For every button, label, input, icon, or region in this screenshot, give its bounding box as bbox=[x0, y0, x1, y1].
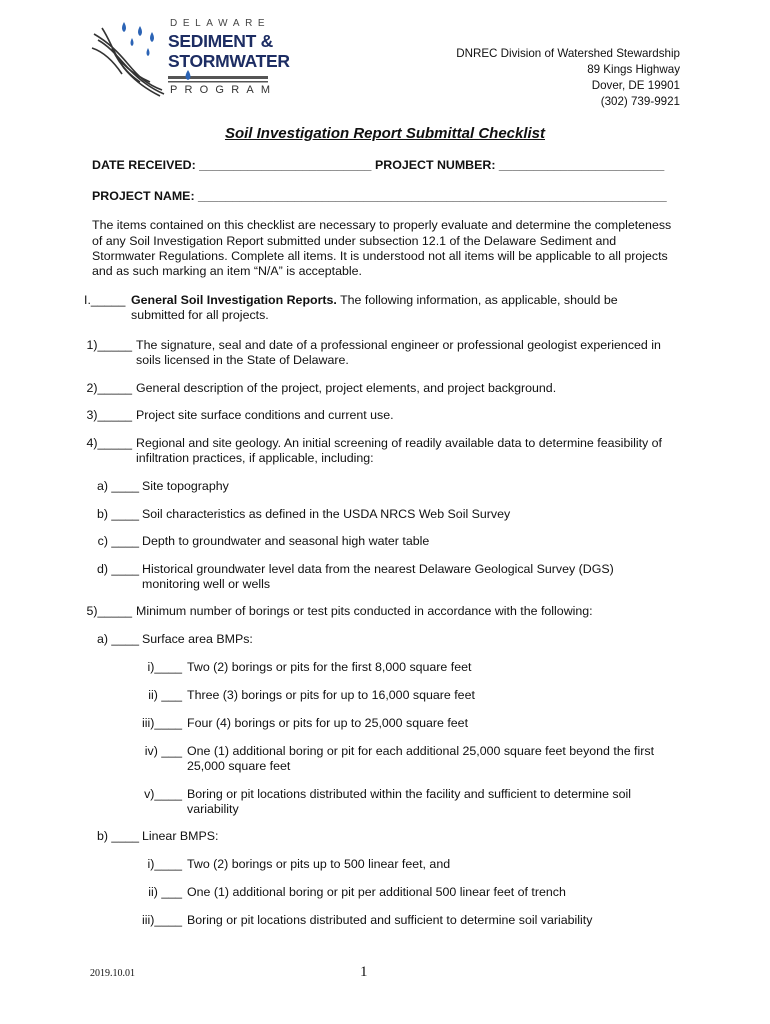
item-marker: ii) ___ bbox=[148, 688, 182, 702]
item-text: soils licensed in the State of Delaware. bbox=[136, 353, 349, 367]
section-heading: General Soil Investigation Reports. bbox=[131, 293, 337, 307]
item-text: 25,000 square feet bbox=[187, 759, 291, 773]
section-text-2: submitted for all projects. bbox=[131, 308, 269, 322]
item-marker: 1)_____ bbox=[86, 338, 132, 352]
item-text: Boring or pit locations distributed and sufficient to determine soil variability bbox=[187, 913, 593, 927]
item-text: monitoring well or wells bbox=[142, 577, 271, 591]
item-text: One (1) additional boring or pit per additional 500 linear feet of trench bbox=[187, 885, 566, 899]
item-text: One (1) additional boring or pit for each additional 25,000 square feet beyond the first bbox=[187, 744, 655, 758]
item-text: Boring or pit locations distributed within the facility and sufficient to determine soil bbox=[187, 787, 631, 801]
item-text: Depth to groundwater and seasonal high water table bbox=[142, 534, 430, 548]
logo-delaware-text: DELAWARE bbox=[170, 18, 271, 29]
address-street: 89 Kings Highway bbox=[587, 63, 680, 76]
item-marker: iii)____ bbox=[142, 716, 182, 730]
item-text: Four (4) borings or pits for up to 25,000 square feet bbox=[187, 716, 469, 730]
item-marker: 3)_____ bbox=[86, 408, 132, 422]
item-marker: iv) ___ bbox=[144, 744, 182, 758]
item-marker: c) ____ bbox=[97, 534, 139, 548]
address-city: Dover, DE 19901 bbox=[591, 79, 680, 92]
item-text: Minimum number of borings or test pits conducted in accordance with the following: bbox=[136, 604, 593, 618]
logo-stormwater-text: STORMWATER bbox=[168, 51, 290, 71]
item-marker: 5)_____ bbox=[86, 604, 132, 618]
logo-program-text: PROGRAM bbox=[170, 84, 278, 96]
project-number-field: PROJECT NUMBER: ________________________ bbox=[375, 158, 665, 172]
address-org: DNREC Division of Watershed Stewardship bbox=[456, 47, 680, 60]
item-text: Historical groundwater level data from the nearest Delaware Geological Survey (DGS) bbox=[142, 562, 614, 576]
item-marker: i)____ bbox=[147, 660, 182, 674]
logo-sediment-text: SEDIMENT & bbox=[168, 31, 273, 51]
intro-line: The items contained on this checklist are necessary to properly evaluate and determine the completeness bbox=[92, 218, 672, 232]
intro-line: and as such marking an item “N/A” is acceptable. bbox=[92, 264, 362, 278]
item-marker: v)____ bbox=[144, 787, 182, 801]
project-name-field: PROJECT NAME: ____________________________________________________________________ bbox=[92, 189, 667, 203]
item-marker: b) ____ bbox=[96, 507, 139, 521]
item-marker: a) ____ bbox=[96, 632, 139, 646]
item-text: General description of the project, project elements, and project background. bbox=[136, 381, 557, 395]
item-marker: ii) ___ bbox=[148, 885, 182, 899]
address-phone: (302) 739-9921 bbox=[600, 95, 680, 108]
item-marker: d) ____ bbox=[96, 562, 139, 576]
item-marker: 2)_____ bbox=[86, 381, 132, 395]
item-marker: b) ____ bbox=[96, 829, 139, 843]
item-marker: i)____ bbox=[147, 857, 182, 871]
page-number: 1 bbox=[360, 964, 368, 980]
item-text: Linear BMPS: bbox=[142, 829, 219, 843]
item-marker: a) ____ bbox=[96, 479, 139, 493]
intro-line: of any Soil Investigation Report submitted under subsection 12.1 of the Delaware Sediment and bbox=[92, 234, 617, 248]
item-marker: 4)_____ bbox=[86, 436, 132, 450]
footer-date: 2019.10.01 bbox=[90, 968, 135, 979]
intro-line: Stormwater Regulations. Complete all items. It is understood not all items will be applicable to all projects bbox=[92, 249, 668, 263]
item-text: Project site surface conditions and current use. bbox=[136, 408, 394, 422]
date-received-field: DATE RECEIVED: _________________________ bbox=[92, 158, 372, 172]
item-text: Soil characteristics as defined in the USDA NRCS Web Soil Survey bbox=[142, 507, 511, 521]
item-text: infiltration practices, if applicable, including: bbox=[136, 451, 374, 465]
item-text: Two (2) borings or pits for the first 8,000 square feet bbox=[187, 660, 472, 674]
item-text: Site topography bbox=[142, 479, 229, 493]
section-marker: I._____ bbox=[84, 293, 126, 307]
section-text: The following information, as applicable, should be bbox=[336, 293, 618, 307]
item-text: The signature, seal and date of a professional engineer or professional geologist experienced in bbox=[136, 338, 661, 352]
section-heading-line bbox=[131, 292, 618, 308]
item-text: Surface area BMPs: bbox=[142, 632, 253, 646]
item-text: Regional and site geology. An initial screening of readily available data to determine feasibility of bbox=[136, 436, 663, 450]
item-text: Three (3) borings or pits for up to 16,000 square feet bbox=[187, 688, 475, 702]
page-title: Soil Investigation Report Submittal Checklist bbox=[224, 125, 546, 142]
item-text: variability bbox=[187, 802, 239, 816]
item-text: Two (2) borings or pits up to 500 linear feet, and bbox=[187, 857, 451, 871]
item-marker: iii)____ bbox=[142, 913, 182, 927]
